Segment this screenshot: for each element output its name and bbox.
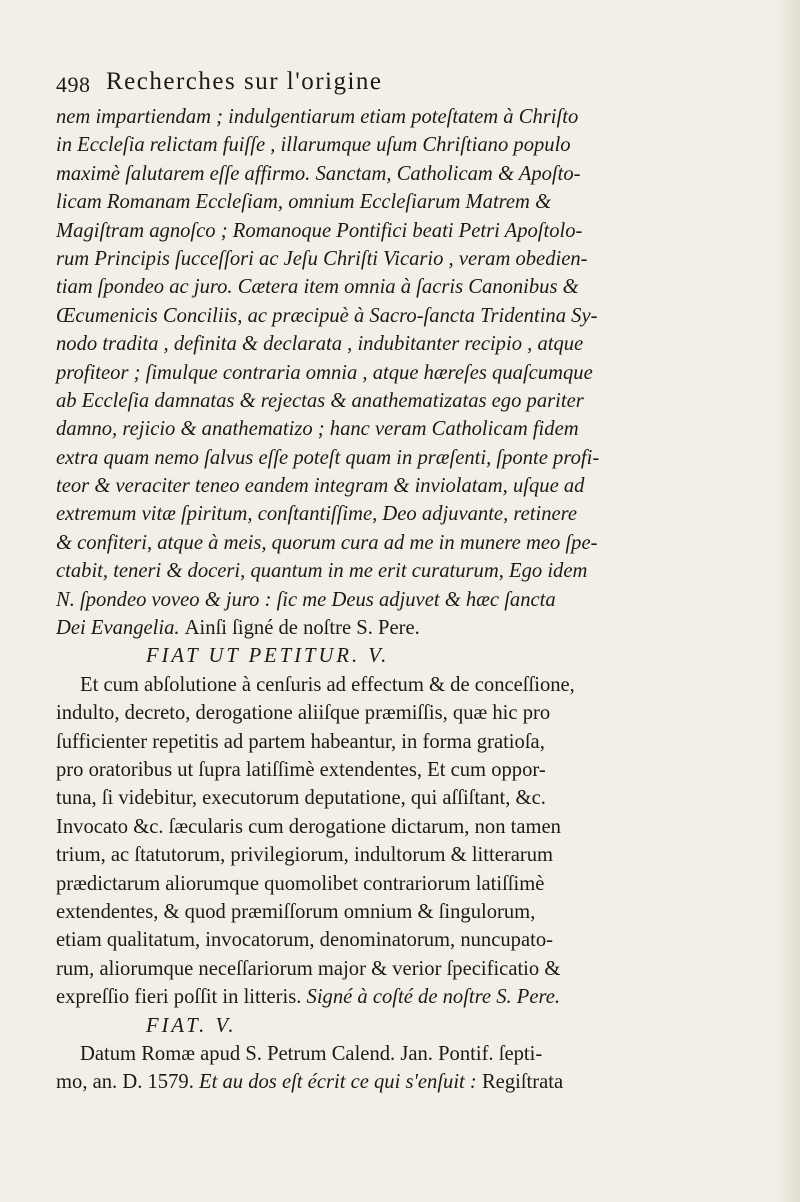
text-line: profiteor ; ſimulque contraria omnia , atque hæreſes quaſcumque bbox=[56, 361, 593, 384]
running-title: Recherches sur l'origine bbox=[106, 68, 383, 95]
text-line: expreſſio fieri poſſit in litteris. Signé à coſté de noſtre S. Pere. bbox=[56, 986, 561, 1009]
text-line: indulto, decreto, derogatione aliiſque præmiſſis, quæ hic pro bbox=[56, 702, 551, 725]
text-line: Œcumenicis Conciliis, ac præcipuè à Sacro-ſancta Tridentina Sy- bbox=[56, 304, 598, 327]
text-line: ctabit, teneri & doceri, quantum in me erit curaturum, Ego idem bbox=[56, 560, 588, 583]
page-header bbox=[56, 68, 736, 98]
text-line: mo, an. D. 1579. Et au dos eſt écrit ce qui s'enſuit : Regiſtrata bbox=[56, 1071, 564, 1094]
text-line: maximè ſalutarem eſſe affirmo. Sanctam, Catholicam & Apoſto- bbox=[56, 162, 581, 185]
text-line: teor & veraciter teneo eandem integram & inviolatam, uſque ad bbox=[56, 475, 585, 498]
text-line: FIAT UT PETITUR. V. bbox=[146, 645, 390, 668]
body-text bbox=[56, 103, 756, 1097]
text-line: extremum vitæ ſpiritum, conſtantiſſime, Deo adjuvante, retinere bbox=[56, 503, 578, 526]
text-line: extendentes, & quod præmiſſorum omnium & ſingulorum, bbox=[56, 900, 536, 923]
text-line: prædictarum aliorumque quomolibet contrariorum latiſſimè bbox=[56, 872, 545, 895]
text-line: Dei Evangelia. Ainſi ſigné de noſtre S. Pere. bbox=[56, 617, 420, 640]
text-line: pro oratoribus ut ſupra latiſſimè extendentes, Et cum oppor- bbox=[56, 758, 546, 781]
text-line: licam Romanam Eccleſiam, omnium Eccleſiarum Matrem & bbox=[56, 191, 552, 214]
text-line: FIAT. V. bbox=[146, 1014, 237, 1037]
text-line: ab Eccleſia damnatas & rejectas & anathematizatas ego pariter bbox=[56, 389, 584, 412]
page-number: 498 bbox=[56, 72, 91, 97]
text-line: damno, rejicio & anathematizo ; hanc veram Catholicam fidem bbox=[56, 418, 579, 441]
text-line: extra quam nemo ſalvus eſſe poteſt quam in præſenti, ſponte profi- bbox=[56, 446, 600, 469]
text-line: ſufficienter repetitis ad partem habeantur, in forma gratioſa, bbox=[56, 730, 545, 753]
text-line: nem impartiendam ; indulgentiarum etiam poteſtatem à Chriſto bbox=[56, 106, 579, 128]
text-line: etiam qualitatum, invocatorum, denominatorum, nuncupato- bbox=[56, 929, 553, 952]
text-line: in Eccleſia relictam fuiſſe , illarumque uſum Chriſtiano populo bbox=[56, 134, 571, 157]
text-line: rum, aliorumque neceſſariorum major & verior ſpecificatio & bbox=[56, 957, 561, 980]
text-line: Datum Romæ apud S. Petrum Calend. Jan. Pontif. ſepti- bbox=[80, 1042, 543, 1065]
page-edge-shadow bbox=[776, 0, 800, 1202]
text-line: Invocato &c. ſæcularis cum derogatione dictarum, non tamen bbox=[56, 815, 561, 838]
text-line: N. ſpondeo voveo & juro : ſic me Deus adjuvet & hæc ſancta bbox=[56, 588, 556, 611]
text-line: rum Principis ſucceſſori ac Jeſu Chriſti Vicario , veram obedien- bbox=[56, 247, 588, 270]
text-line: Magiſtram agnoſco ; Romanoque Pontifici beati Petri Apoſtolo- bbox=[56, 219, 583, 242]
text-line: trium, ac ſtatutorum, privilegiorum, indultorum & litterarum bbox=[56, 844, 554, 867]
text-line: tiam ſpondeo ac juro. Cætera item omnia à ſacris Canonibus & bbox=[56, 276, 579, 299]
text-line: Et cum abſolutione à cenſuris ad effectum & de conceſſione, bbox=[80, 673, 575, 696]
text-line: nodo tradita , definita & declarata , indubitanter recipio , atque bbox=[56, 333, 584, 356]
text-line: tuna, ſi videbitur, executorum deputatione, qui aſſiſtant, &c. bbox=[56, 787, 546, 810]
text-line: & confiteri, atque à meis, quorum cura ad me in munere meo ſpe- bbox=[56, 531, 598, 554]
